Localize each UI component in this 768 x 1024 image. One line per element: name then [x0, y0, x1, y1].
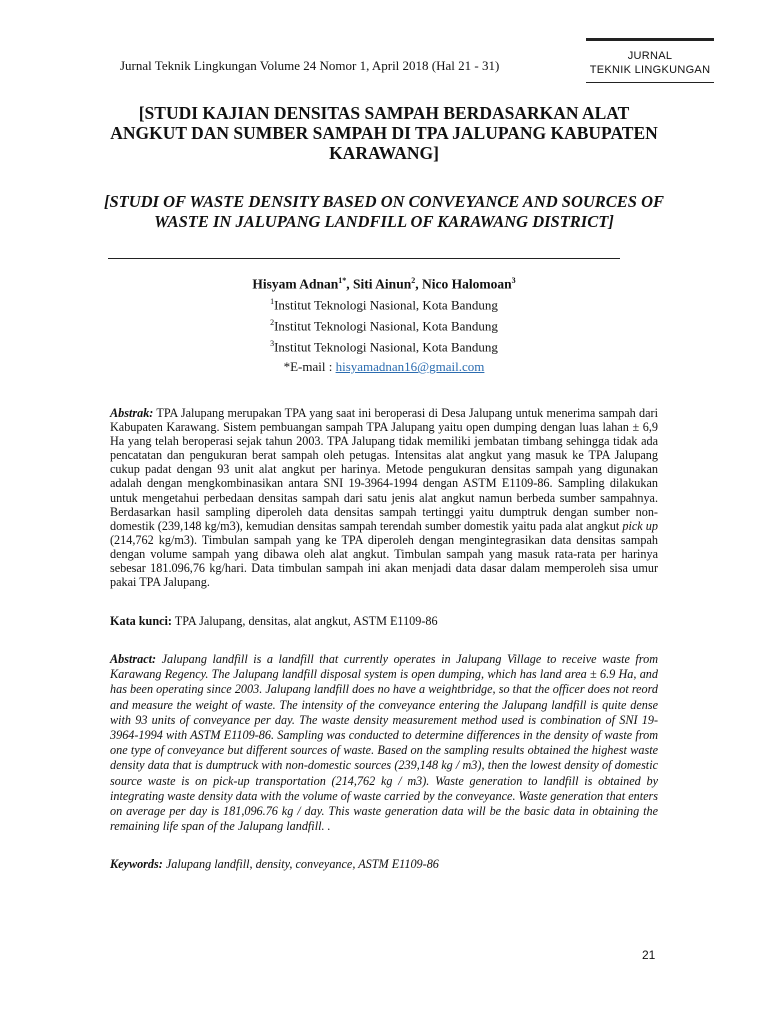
- title-divider: [108, 258, 620, 259]
- author-name: Hisyam Adnan: [252, 276, 339, 292]
- author-separator: ,: [415, 276, 422, 292]
- author-name: Siti Ainun: [353, 276, 412, 292]
- affiliation-text: Institut Teknologi Nasional, Kota Bandung: [274, 339, 498, 355]
- keywords-id-text: TPA Jalupang, densitas, alat angkut, ASTM E1109-86: [171, 614, 438, 628]
- logo-line-2: TEKNIK LINGKUNGAN: [589, 64, 711, 76]
- logo-bottom-bar: [586, 82, 714, 83]
- keywords-en-label: Keywords:: [110, 857, 163, 871]
- title-english: [STUDI OF WASTE DENSITY BASED ON CONVEYANCE AND SOURCES OF WASTE IN JALUPANG LANDFILL OF KARAWANG DISTRICT]: [103, 192, 665, 231]
- email-label: *E-mail :: [283, 359, 336, 374]
- abstract-indonesian: [110, 406, 658, 589]
- author-sup: 1*: [338, 276, 347, 285]
- abstract-id-label: Abstrak:: [110, 406, 154, 420]
- affiliation-sup: 1: [270, 297, 275, 306]
- page-number: 21: [642, 948, 656, 962]
- author-sup: 2: [411, 276, 416, 285]
- abstract-id-italic: pick up: [622, 518, 658, 533]
- email-link[interactable]: hisyamadnan16@gmail.com: [335, 359, 485, 374]
- keywords-id-label: Kata kunci:: [110, 614, 172, 628]
- journal-logo: [586, 38, 714, 83]
- affiliation-text: Institut Teknologi Nasional, Kota Bandung: [274, 318, 498, 334]
- affiliation-text: Institut Teknologi Nasional, Kota Bandung: [274, 297, 498, 313]
- abstract-en-label: Abstract:: [110, 652, 157, 666]
- abstract-en-text: Jalupang landfill is a landfill that currently operates in Jalupang Village to receive waste from Karawang Regency. The Jalupang landfill disposal system is open dumping, which has land area ± 6.9 Ha, and has been operating since 2003. Jalupang landfill does no have a weightbridge, so that the officer does not reord and measure the weight of waste. The intensity of the conveyance entering the Jalupang landfill is quite dense with 93 units of conveyance per day. The waste density measurement method used is combination of SNI 19-3964-1994 with ASTM E1109-86. Sampling was conducted to determine differences in the density of waste from one type of conveyance but different sources of waste. Based on the sampling results obtained the highest waste density data that is dumptruck with non-domestic sources (239,148 kg / m3), then the lowest density of domestic source waste is on pick-up transportation (214,762 kg / m3). Waste generation to landfill is obtained by integrating waste density data with the volume of waste carried by the conveyance. Waste generation that enters on average per day is 181,096.76 kg / day. This waste generation data will be the basic data in obtaining the remaining life span of the Jalupang landfill. .: [110, 652, 658, 834]
- affiliation-2: [100, 318, 668, 334]
- affiliation-3: [100, 339, 668, 355]
- keywords-en-text: Jalupang landfill, density, conveyance, ASTM E1109-86: [162, 857, 439, 871]
- logo-line-1: JURNAL: [627, 50, 673, 62]
- abstract-id-text-2: (214,762 kg/m3). Timbulan sampah yang ke TPA diperoleh dengan mengintegrasikan data densitas sampah dengan volume sampah yang dibawa oleh alat angkut. Timbulan sampah yang masuk rata-rata per harinya sebesar 181.096,76 kg/hari. Data timbulan sampah ini akan menjadi data dasar dalam memperoleh sisa umur pakai TPA Jalupang.: [110, 532, 658, 590]
- affiliation-1: [100, 297, 668, 313]
- affiliation-sup: 3: [270, 339, 275, 348]
- keywords-indonesian: [110, 614, 438, 629]
- journal-citation: Jurnal Teknik Lingkungan Volume 24 Nomor 1, April 2018 (Hal 21 - 31): [120, 58, 500, 73]
- author-separator: ,: [346, 276, 354, 292]
- affiliation-sup: 2: [270, 318, 275, 327]
- author-name: Nico Halomoan: [421, 276, 512, 292]
- abstract-id-text: TPA Jalupang merupakan TPA yang saat ini beroperasi di Desa Jalupang untuk menerima sampah dari Kabupaten Karawang. Sistem pembuangan sampah TPA Jalupang yaitu open dumping dengan luas lahan ± 6,9 Ha yang telah beroperasi sejak tahun 2003. TPA Jalupang tidak memiliki jembatan timbang sehingga tidak ada pencatatan dan pengukuran berat sampah oleh petugas. Intensitas alat angkut yang masuk ke TPA Jalupang cukup padat dengan 93 unit alat angkut per harinya. Metode pengukuran densitas sampah yang digunakan adalah dengan mengkombinasikan antara SNI 19-3964-1994 dengan ASTM E1109-86. Sampling dilakukan untuk mengetahui perbedaan densitas sampah dari satu jenis alat angkut namun berbeda sumber sampahnya. Berdasarkan hasil sampling diperoleh data densitas sampah tertinggi yaitu dumptruk dengan sumber non-domestik (239,148 kg/m3), kemudian densitas sampah terendah sumber domestik yaitu pada alat angkut: [110, 406, 658, 533]
- author-sup: 3: [511, 276, 516, 285]
- logo-top-bar: [586, 38, 714, 41]
- keywords-english: [110, 857, 439, 872]
- author-list: [100, 276, 668, 293]
- abstract-english: [110, 652, 658, 834]
- email-line: [100, 359, 668, 375]
- title-indonesian: [STUDI KAJIAN DENSITAS SAMPAH BERDASARKAN ALAT ANGKUT DAN SUMBER SAMPAH DI TPA JALUPANG KABUPATEN KARAWANG]: [110, 103, 658, 163]
